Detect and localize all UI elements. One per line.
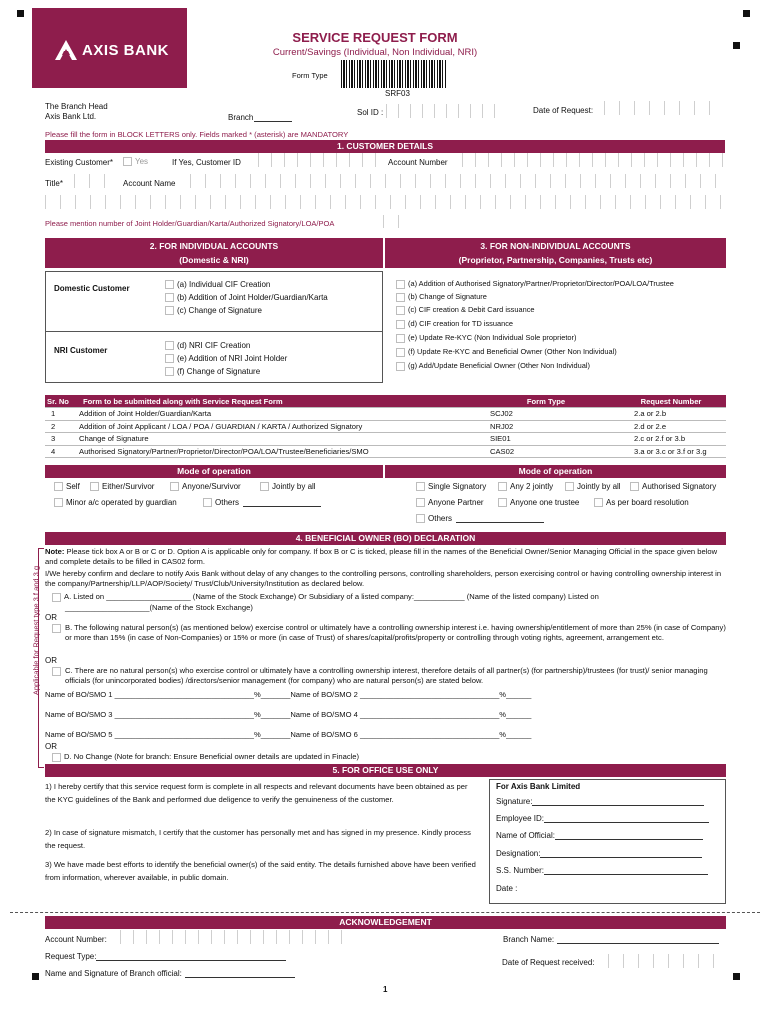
mandatory-notice: Please fill the form in BLOCK LETTERS only. Fields marked * (asterisk) are MANDATORY (45, 130, 349, 139)
field-label: Name of Official: (496, 831, 555, 840)
checkbox[interactable] (52, 593, 61, 602)
checkbox[interactable] (396, 334, 405, 343)
form-type-label: Form Type (292, 71, 328, 80)
nonind-option-f[interactable] (396, 347, 617, 357)
checkbox[interactable] (54, 498, 63, 507)
field-label: Employee ID: (496, 814, 545, 823)
field-label: Designation: (496, 849, 541, 858)
cell: Change of Signature (77, 433, 476, 446)
customer-id-field[interactable] (258, 153, 383, 167)
field-label: Name and Signature of Branch official: (45, 969, 182, 978)
corner-mark (32, 973, 39, 980)
account-name-field[interactable] (190, 174, 726, 188)
checkbox[interactable] (498, 482, 507, 491)
ack-account-label: Account Number: (45, 935, 107, 944)
option-label: Anyone/Survivor (182, 482, 241, 491)
option-label: Jointly by all (272, 482, 316, 491)
bank-name: AXIS BANK (82, 42, 170, 59)
bo-header: 4. BENEFICIAL OWNER (BO) DECLARATION (45, 532, 726, 545)
office-para-2: 2) In case of signature mismatch, I certify that the customer has personally met and has signed in my presence. Kindly process the request. (45, 828, 471, 850)
option-label: Any 2 jointly (510, 482, 554, 491)
bo-names-row-2[interactable]: Name of BO/SMO 3 _________________________________%_______Name of BO/SMO 4 _________________________________%______ (45, 710, 532, 719)
cut-line (10, 912, 760, 913)
option-label: Authorised Signatory (642, 482, 717, 491)
bo-names-row-1[interactable]: Name of BO/SMO 1 _________________________________%_______Name of BO/SMO 2 _________________________________%______ (45, 690, 532, 699)
official-name-field[interactable] (496, 831, 703, 840)
checkbox[interactable] (396, 306, 405, 315)
form-subtitle: Current/Savings (Individual, Non Individual, NRI) (272, 47, 478, 58)
ack-namesig-field[interactable] (45, 969, 295, 978)
bo-option-c: C. There are no natural person(s) who exercise control or ultimately have a controlling ownership interest, therefore details of all partner(s) (for partnership)/trustees (for trust)/ senior managing officials (for unincorporated bodies) /directors/senior management (for company) who are natural person(s) are stated below. (65, 666, 708, 686)
option-label: Anyone one trustee (510, 498, 580, 507)
checkbox[interactable] (165, 341, 174, 350)
option-label: (e) Addition of NRI Joint Holder (177, 354, 288, 363)
others-line[interactable] (456, 514, 544, 523)
cell: CAS02 (476, 445, 616, 458)
yes-label: Yes (135, 157, 149, 166)
nonind-option-a[interactable] (396, 279, 674, 289)
ss-number-field[interactable] (496, 866, 708, 875)
non-individual-title: 3. FOR NON-INDIVIDUAL ACCOUNTS (480, 241, 631, 251)
checkbox[interactable] (594, 498, 603, 507)
domestic-option-b[interactable] (165, 293, 328, 302)
checkbox[interactable] (165, 306, 174, 315)
nonind-option-d[interactable] (396, 319, 513, 329)
checkbox[interactable] (54, 482, 63, 491)
table-row (45, 420, 726, 433)
field-label: Branch Name: (503, 935, 555, 944)
option-label: (c) Change of Signature (177, 306, 262, 315)
account-name-label: Account Name (123, 179, 176, 188)
bo-note (45, 547, 726, 568)
bo-option-b-checkbox[interactable] (52, 624, 64, 633)
checkbox[interactable] (396, 348, 405, 357)
header-cell: Request Number (616, 395, 726, 408)
domestic-option-c[interactable] (165, 306, 262, 315)
to-line-2: Axis Bank Ltd. (45, 112, 97, 121)
ack-header: ACKNOWLEDGEMENT (45, 916, 726, 929)
field-label: Date : (496, 884, 518, 893)
checkbox[interactable] (416, 514, 425, 523)
individual-divider (45, 331, 383, 332)
checkbox[interactable] (630, 482, 639, 491)
mode-jointly-right[interactable] (565, 482, 621, 491)
option-label: Others (215, 498, 240, 507)
mode-board[interactable] (594, 498, 689, 507)
bo-bracket (38, 548, 44, 768)
mode-others-left[interactable] (203, 498, 321, 507)
table-row (45, 408, 726, 421)
field-label: Signature: (496, 797, 533, 806)
ack-date-field[interactable] (608, 954, 726, 968)
designation-field[interactable] (496, 849, 702, 858)
checkbox[interactable] (165, 354, 174, 363)
option-label: (b) Addition of Joint Holder/Guardian/Karta (177, 293, 328, 302)
mode-any2[interactable] (498, 482, 553, 491)
cell: Authorised Signatory/Partner/Proprietor/Director/POA/LOA/Trustee/Beneficiaries/SMO (77, 445, 476, 458)
domestic-option-a[interactable] (165, 280, 270, 289)
corner-mark (733, 42, 740, 49)
account-number-label: Account Number (388, 158, 448, 167)
office-para-1: 1) I hereby certify that this service request form is complete in all respects and relevant documents have been obtained as per the KYC guidelines of the Bank and performed due deligence to verify the genuineness of the customer. (45, 782, 468, 804)
bo-option-d[interactable] (52, 752, 359, 762)
checkbox[interactable] (52, 753, 61, 762)
if-yes-label: If Yes, Customer ID (172, 158, 241, 167)
field-label: Request Type: (45, 952, 97, 961)
cell: 4 (45, 445, 77, 458)
account-name-field-2[interactable] (45, 195, 726, 209)
mode-either-survivor[interactable] (90, 482, 154, 491)
page-number: 1 (383, 985, 388, 994)
checkbox[interactable] (396, 293, 405, 302)
checkbox[interactable] (396, 280, 405, 289)
field-line[interactable] (185, 969, 295, 978)
form-code: SRF03 (385, 89, 410, 98)
form-title: SERVICE REQUEST FORM (292, 30, 458, 45)
nonind-option-c[interactable] (396, 305, 535, 315)
nonind-option-b[interactable] (396, 292, 487, 302)
customer-details-header: 1. CUSTOMER DETAILS (45, 140, 725, 153)
header-cell: Sr. No (45, 395, 77, 408)
nonind-option-e[interactable] (396, 333, 576, 343)
bo-option-a[interactable] (52, 592, 599, 602)
existing-customer-label: Existing Customer* (45, 158, 114, 167)
title-label: Title* (45, 179, 63, 188)
mode-right-header: Mode of operation (385, 465, 726, 478)
field-line[interactable] (557, 935, 719, 944)
cell: 3.a or 3.c or 3.f or 3.g (616, 445, 726, 458)
signature-field[interactable] (496, 797, 704, 806)
existing-customer-yes[interactable] (123, 157, 148, 166)
checkbox[interactable] (52, 667, 61, 676)
cell: 2.c or 2.f or 3.b (616, 433, 726, 446)
bo-side-label: Applicable for Request type 3.f and 3.g (31, 565, 41, 696)
title-field[interactable] (74, 174, 119, 188)
cell: NRJ02 (476, 420, 616, 433)
option-label: Either/Survivor (102, 482, 155, 491)
axis-logo-icon (55, 40, 77, 60)
cell: Addition of Joint Holder/Guardian/Karta (77, 408, 476, 421)
ack-account-field[interactable] (120, 930, 348, 944)
checkbox[interactable] (165, 280, 174, 289)
corner-mark (733, 973, 740, 980)
option-label: (b) Change of Signature (408, 292, 487, 301)
individual-header (45, 238, 383, 268)
date-field[interactable] (604, 101, 724, 115)
or-label: OR (45, 742, 57, 751)
checkbox[interactable] (416, 482, 425, 491)
or-label: OR (45, 613, 57, 622)
table-header (45, 395, 726, 408)
note-text: Please tick box A or B or C or D. Option A is applicable only for company. If box B or C is ticked, please fill in the names of the Beneficial Owner/Senior Managing Official in the space given below and complete details to be filled in CAS02 form. (45, 547, 718, 567)
option-label: Self (66, 482, 80, 491)
office-header: 5. FOR OFFICE USE ONLY (45, 764, 726, 777)
mode-minor[interactable] (54, 498, 177, 507)
field-line[interactable] (555, 831, 703, 840)
joint-holder-count-field[interactable] (383, 215, 413, 228)
table-row (45, 445, 726, 458)
mode-single[interactable] (416, 482, 486, 491)
checkbox[interactable] (396, 362, 405, 371)
mode-anyone-partner[interactable] (416, 498, 484, 507)
nonind-option-g[interactable] (396, 361, 590, 371)
option-label: Anyone Partner (428, 498, 484, 507)
cell: SIE01 (476, 433, 616, 446)
bo-option-c-checkbox[interactable] (52, 667, 64, 676)
cell: 2.a or 2.b (616, 408, 726, 421)
note-bold: Note: (45, 547, 65, 556)
table-row (45, 433, 726, 446)
others-line[interactable] (243, 498, 321, 507)
sol-id-field[interactable] (386, 104, 506, 118)
checkbox[interactable] (416, 498, 425, 507)
option-label: Minor a/c operated by guardian (66, 498, 177, 507)
header-cell: Form Type (476, 395, 616, 408)
non-individual-sub: (Proprietor, Partnership, Companies, Trusts etc) (458, 255, 653, 265)
checkbox[interactable] (498, 498, 507, 507)
option-a-text: A. Listed on ____________________ (Name of the Stock Exchange) Or Subsidiary of a listed company:____________ (Name of the listed company) Listed on (64, 592, 599, 601)
option-label: (c) CIF creation & Debit Card issuance (408, 305, 535, 314)
date-label: Date of Request: (533, 106, 594, 115)
mode-auth-sig[interactable] (630, 482, 716, 491)
option-label: Jointly by all (577, 482, 621, 491)
checkbox[interactable] (396, 320, 405, 329)
bank-logo-block (32, 8, 187, 88)
field-line[interactable] (544, 866, 708, 875)
bo-names-row-3[interactable]: Name of BO/SMO 5 _________________________________%_______Name of BO/SMO 6 _________________________________%______ (45, 730, 532, 739)
for-axis-label: For Axis Bank Limited (496, 782, 581, 791)
mode-others-right[interactable] (416, 514, 544, 523)
field-line[interactable] (532, 797, 704, 806)
corner-mark (743, 10, 750, 17)
mode-left-header: Mode of operation (45, 465, 383, 478)
yes-checkbox[interactable] (123, 157, 132, 166)
option-label: (e) Update Re-KYC (Non Individual Sole proprietor) (408, 333, 577, 342)
field-line[interactable] (540, 849, 702, 858)
ack-date-label: Date of Request received: (502, 958, 595, 967)
header-cell: Form to be submitted along with Service Request Form (77, 395, 476, 408)
checkbox[interactable] (165, 293, 174, 302)
option-label: (a) Addition of Authorised Signatory/Partner/Proprietor/Director/POA/LOA/Trustee (408, 279, 674, 288)
cell: 2 (45, 420, 77, 433)
bo-declaration: I/We hereby confirm and declare to notify Axis Bank without delay of any changes to the controlling persons, controlling shareholders, person exercising control or having controlling ownership interest in the company/Partnership/LLP/AOP/Society/ Trust/Club/University/Institution as declared below. (45, 569, 722, 589)
cell: SCJ02 (476, 408, 616, 421)
individual-sub: (Domestic & NRI) (179, 255, 249, 265)
mode-anyone-trustee[interactable] (498, 498, 579, 507)
or-label: OR (45, 656, 57, 665)
cell: 2.d or 2.e (616, 420, 726, 433)
option-label: (a) Individual CIF Creation (177, 280, 271, 289)
ack-request-field[interactable] (45, 952, 286, 961)
office-para-3: 3) We have made best efforts to identify the beneficial owner(s) of the said entity. The details furnished above have been verified from information, wherever available, in public domain. (45, 860, 476, 882)
field-label: S.S. Number: (496, 866, 545, 875)
checkbox[interactable] (565, 482, 574, 491)
nri-option-f[interactable] (165, 367, 260, 376)
cell: Addition of Joint Applicant / LOA / POA / GUARDIAN / KARTA / Authorized Signatory (77, 420, 476, 433)
branch-label: Branch (228, 113, 254, 122)
field-line[interactable] (544, 814, 709, 823)
nri-option-e[interactable] (165, 354, 287, 363)
form-table (45, 395, 726, 458)
domestic-customer-label: Domestic Customer (54, 284, 130, 293)
office-date-field[interactable] (496, 884, 517, 893)
to-line-1: The Branch Head (45, 102, 108, 111)
corner-mark (17, 10, 24, 17)
cell: 1 (45, 408, 77, 421)
mode-anyone-survivor[interactable] (170, 482, 241, 491)
field-line[interactable] (96, 952, 286, 961)
bo-option-b: B. The following natural person(s) (as mentioned below) exercise control or ultimately have a controlling ownership interest i.e. having ownership/entitlement of more than 25% (in case of Company) or more than 15% (in case of Non-Companies) or 15% or more (in case of Trust) of shares/capital/profits/property or controlling through voting rights, agreement, arrangement etc. (65, 623, 726, 643)
checkbox[interactable] (203, 498, 212, 507)
checkbox[interactable] (260, 482, 269, 491)
employee-id-field[interactable] (496, 814, 709, 823)
individual-title: 2. FOR INDIVIDUAL ACCOUNTS (149, 241, 279, 251)
account-number-field[interactable] (462, 153, 726, 167)
joint-holder-note: Please mention number of Joint Holder/Guardian/Karta/Authorized Signatory/LOA/POA (45, 219, 335, 228)
nri-option-d[interactable] (165, 341, 250, 350)
bo-option-a-line2: ____________________(Name of the Stock Exchange) (65, 603, 253, 612)
checkbox[interactable] (52, 624, 61, 633)
option-label: (d) CIF creation for TD issuance (408, 319, 514, 328)
option-label: Single Signatory (428, 482, 487, 491)
checkbox[interactable] (170, 482, 179, 491)
option-label: (f) Change of Signature (177, 367, 261, 376)
option-d-text: D. No Change (Note for branch: Ensure Beneficial owner details are updated in Finacle) (64, 752, 360, 761)
ack-branch-field[interactable] (503, 935, 719, 944)
option-label: (d) NRI CIF Creation (177, 341, 251, 350)
branch-line[interactable] (254, 121, 292, 122)
cell: 3 (45, 433, 77, 446)
non-individual-header (385, 238, 726, 268)
option-label: (f) Update Re-KYC and Beneficial Owner (Other Non Individual) (408, 347, 617, 356)
option-label: Others (428, 514, 453, 523)
mode-jointly-all[interactable] (260, 482, 316, 491)
barcode (341, 60, 447, 88)
checkbox[interactable] (90, 482, 99, 491)
sol-label: Sol ID : (357, 108, 384, 117)
mode-self[interactable] (54, 482, 80, 491)
nri-customer-label: NRI Customer (54, 346, 108, 355)
option-label: (g) Add/Update Beneficial Owner (Other Non Individual) (408, 361, 590, 370)
checkbox[interactable] (165, 367, 174, 376)
option-label: As per board resolution (606, 498, 689, 507)
